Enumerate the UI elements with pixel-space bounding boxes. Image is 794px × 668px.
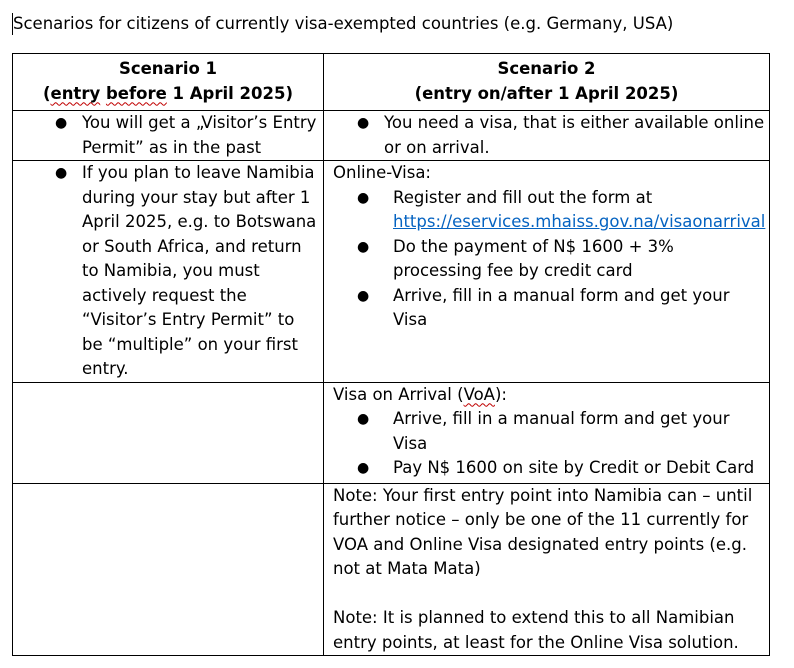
table-row [13,483,770,656]
document-title: Scenarios for citizens of currently visa-exempted countries (e.g. Germany, USA) [13,14,674,33]
scenario2-subheading: (entry on/after 1 April 2025) [414,83,679,103]
table-row [13,111,770,161]
scenarios-table [12,53,770,656]
visa-on-arrival-cell [324,382,770,483]
scenario1-header-cell [13,54,324,111]
bullet-list [324,111,769,160]
bullet-list [324,186,769,333]
scenario2-header-cell [324,54,770,111]
scenario2-visa-need-cell [324,111,770,161]
scenario1-multiple-entry-cell [13,161,324,383]
notes-cell [324,483,770,656]
online-visa-label: Online-Visa: [333,163,431,182]
list-item [324,186,769,235]
scenario1-permit-cell [13,111,324,161]
scenario1-heading: Scenario 1 [118,59,218,78]
bullet-icon: ● [55,115,68,131]
table-row [13,382,770,483]
spellcheck-underline-before[interactable]: before [105,83,167,103]
list-item [324,407,769,456]
spellcheck-underline-entry[interactable]: entry [50,83,101,103]
bullet-icon: ● [357,411,370,427]
paragraph-spacer [324,582,769,607]
bullet-icon: ● [357,287,370,304]
scenario2-visa-need-text: You need a visa, that is either available online or on arrival. [384,113,765,157]
list-item [13,161,323,382]
bullet-icon: ● [357,238,370,255]
online-visa-step2-text: Do the payment of N$ 1600 + 3% processing fee by credit card [393,236,674,280]
bullet-icon: ● [357,189,370,206]
online-visa-cell [324,161,770,383]
table-row [13,161,770,383]
bullet-icon: ● [55,165,68,181]
empty-cell [13,382,324,483]
visa-on-arrival-link[interactable]: https://eservices.mhaiss.gov.na/visaonarrival [393,212,766,231]
scenario1-permit-text: You will get a „Visitor’s Entry Permit” as in the past [82,113,317,157]
bullet-list [13,161,323,382]
spellcheck-underline-voa[interactable]: VoA [463,384,495,404]
list-item [324,284,769,333]
bullet-list [324,407,769,481]
online-visa-step3-text: Arrive, fill in a manual form and get your Visa [393,285,730,329]
empty-cell [13,483,324,656]
scenario1-multiple-entry-text: If you plan to leave Namibia during your stay but after 1 April 2025, e.g. to Botswana or South Africa, and return to Namibia, you must actively request the “Visitor’s Entry Permit” to be “multiple” on your first entry. [82,163,317,378]
scenario1-subheading: (entry before 1 April 2025) [42,83,294,103]
list-item [324,235,769,284]
list-item [324,456,769,481]
bullet-icon: ● [357,115,370,131]
visa-on-arrival-label: Visa on Arrival (VoA): [333,384,507,404]
voa-step1-text: Arrive, fill in a manual form and get your Visa [393,409,730,453]
list-item [324,111,769,160]
table-header-row [13,54,770,111]
list-item [13,111,323,160]
bullet-list [13,111,323,160]
online-visa-step1-text: Register and fill out the form at [393,187,653,207]
voa-step2-text: Pay N$ 1600 on site by Credit or Debit Card [393,458,755,477]
scenario2-heading: Scenario 2 [497,59,596,78]
bullet-icon: ● [357,460,370,476]
note-extension-plan: Note: It is planned to extend this to all Namibian entry points, at least for the Online Visa solution. [333,608,739,652]
note-entry-point: Note: Your first entry point into Namibia can – until further notice – only be one of the 11 currently for VOA and Online Visa designated entry points (e.g. not at Mata Mata) [333,485,753,578]
